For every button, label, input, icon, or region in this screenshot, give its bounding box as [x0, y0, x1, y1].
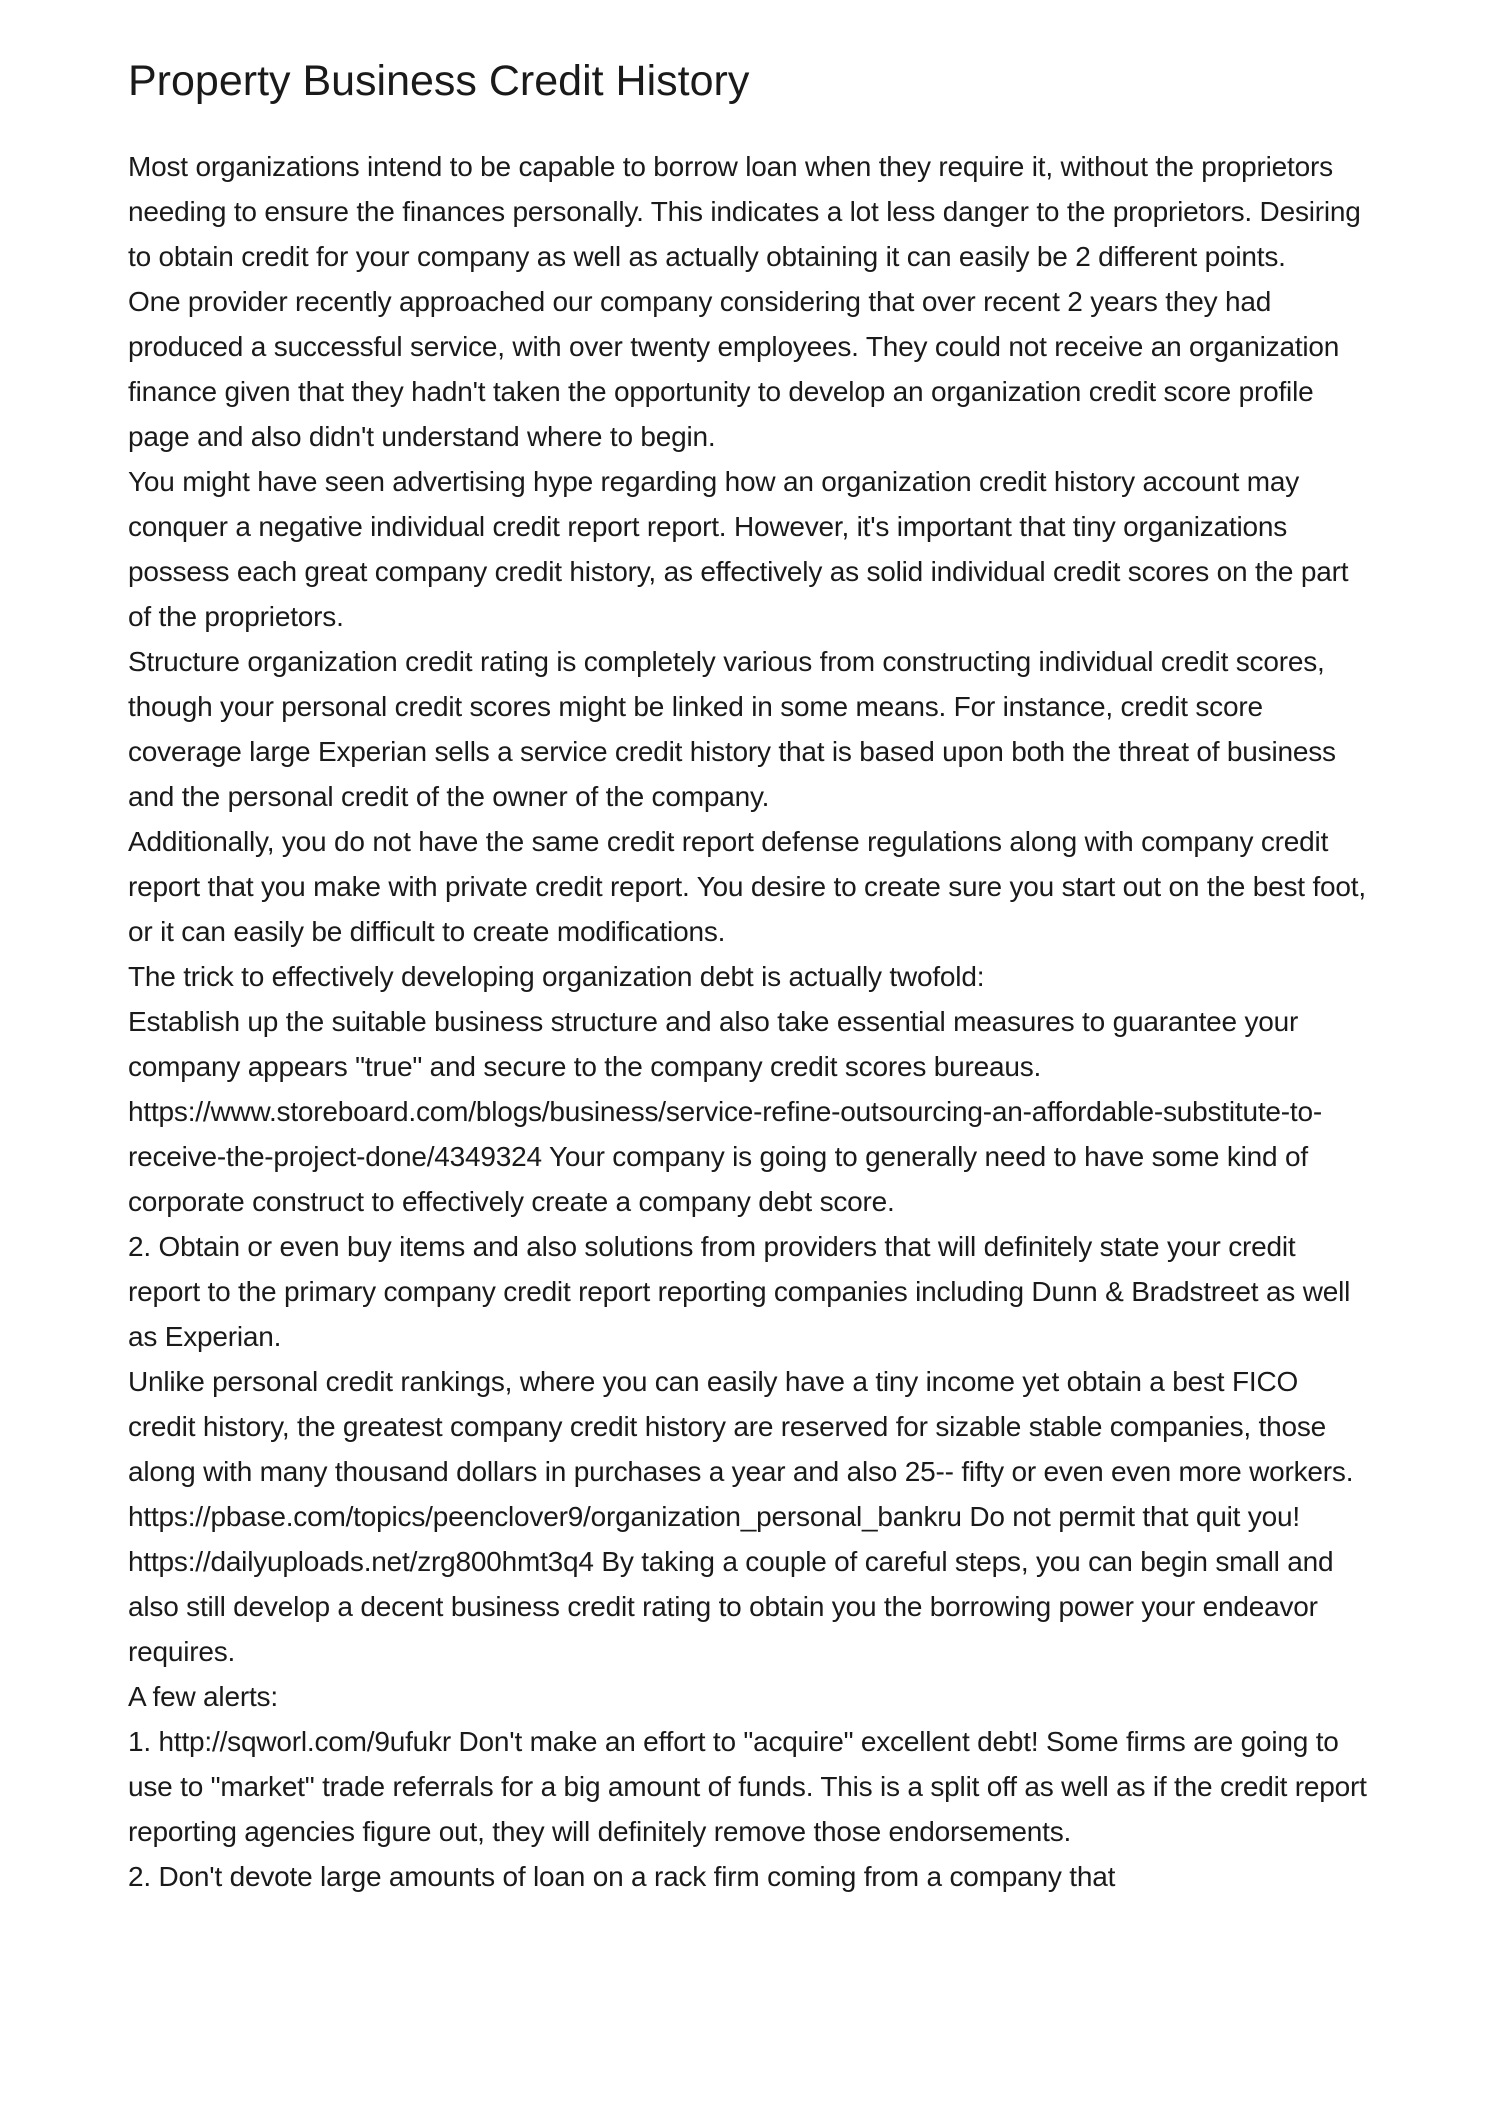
paragraph: One provider recently approached our company considering that over recent 2 years they had produced a successful service, with over twenty employees. They could not receive an organization finance given that they hadn't taken the opportunity to develop an organization credit score profile page and also didn't understand where to begin.	[128, 285, 1340, 452]
paragraph: Establish up the suitable business structure and also take essential measures to guarantee your company appears "true" and secure to the company credit scores bureaus. https://www.storeboard.com/blogs/business/service-refine-outsourcing-an-affordable-substitute-to-receive-the-project-done/4349324 Your company is going to generally need to have some kind of corporate construct to effectively create a company debt score.	[128, 1005, 1322, 1217]
paragraph: Additionally, you do not have the same credit report defense regulations along with company credit report that you make with private credit report. You desire to create sure you start out on the best foot, or it can easily be difficult to create modifications.	[128, 825, 1366, 947]
paragraph: Most organizations intend to be capable to borrow loan when they require it, without the proprietors needing to ensure the finances personally. This indicates a lot less danger to the proprietors. Desiring to obtain credit for your company as well as actually obtaining it can easily be 2 different points.	[128, 150, 1361, 272]
paragraph: Structure organization credit rating is completely various from constructing individual credit scores, though your personal credit scores might be linked in some means. For instance, credit score coverage large Experian sells a service credit history that is based upon both the threat of business and the personal credit of the owner of the company.	[128, 645, 1336, 812]
paragraph: The trick to effectively developing organization debt is actually twofold:	[128, 960, 985, 992]
paragraph: 1. http://sqworl.com/9ufukr Don't make an effort to "acquire" excellent debt! Some firms are going to use to "market" trade referrals for a big amount of funds. This is a split off as well as if the credit report reporting agencies figure out, they will definitely remove those endorsements.	[128, 1725, 1367, 1847]
article-body	[128, 144, 1372, 1899]
paragraph: https://pbase.com/topics/peenclover9/organization_personal_bankru Do not permit that quit you! https://dailyuploads.net/zrg800hmt3q4 By taking a couple of careful steps, you can begin small and also still develop a decent business credit rating to obtain you the borrowing power your endeavor requires.	[128, 1500, 1334, 1667]
paragraph: A few alerts:	[128, 1680, 278, 1712]
paragraph: 2. Don't devote large amounts of loan on a rack firm coming from a company that	[128, 1860, 1116, 1892]
page-title: Property Business Credit History	[128, 57, 750, 105]
paragraph: 2. Obtain or even buy items and also solutions from providers that will definitely state your credit report to the primary company credit report reporting companies including Dunn & Bradstreet as well as Experian.	[128, 1230, 1351, 1352]
paragraph: Unlike personal credit rankings, where you can easily have a tiny income yet obtain a best FICO credit history, the greatest company credit history are reserved for sizable stable companies, those along with many thousand dollars in purchases a year and also 25-- fifty or even even more workers.	[128, 1365, 1354, 1487]
paragraph: You might have seen advertising hype regarding how an organization credit history account may conquer a negative individual credit report report. However, it's important that tiny organizations possess each great company credit history, as effectively as solid individual credit scores on the part of the proprietors.	[128, 465, 1349, 632]
